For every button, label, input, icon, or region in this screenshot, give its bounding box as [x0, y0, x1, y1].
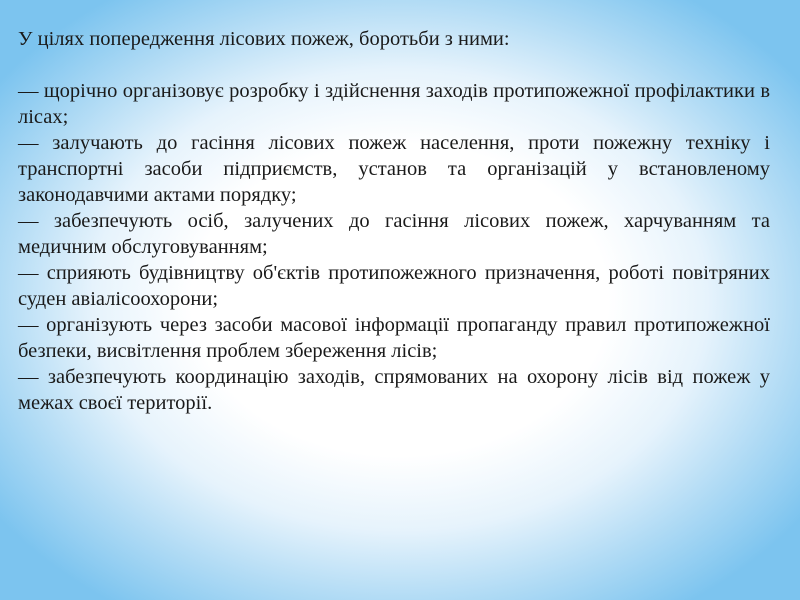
list-item: — залучають до гасіння лісових пожеж населення, проти пожежну техніку і транспортні засоби підприємств, установ та організацій у встановленому законодавчими актами порядку; [18, 132, 770, 206]
list-item: — забезпечують координацію заходів, спрямованих на охорону лісів від пожеж у межах своєї території. [18, 366, 770, 414]
list-item: — щорічно організовує розробку і здійснення заходів протипожежної профілактики в лісах; [18, 80, 770, 128]
intro-paragraph: У цілях попередження лісових пожеж, боротьби з ними: [18, 28, 510, 50]
list-item: — сприяють будівництву об'єктів протипожежного призначення, роботі повітряних суден авіалісоохорони; [18, 262, 770, 310]
list-item: — забезпечують осіб, залучених до гасіння лісових пожеж, харчуванням та медичним обслуговуванням; [18, 210, 770, 258]
list-item: — організують через засоби масової інформації пропаганду правил протипожежної безпеки, висвітлення проблем збереження лісів; [18, 314, 770, 362]
document-body [18, 26, 770, 416]
